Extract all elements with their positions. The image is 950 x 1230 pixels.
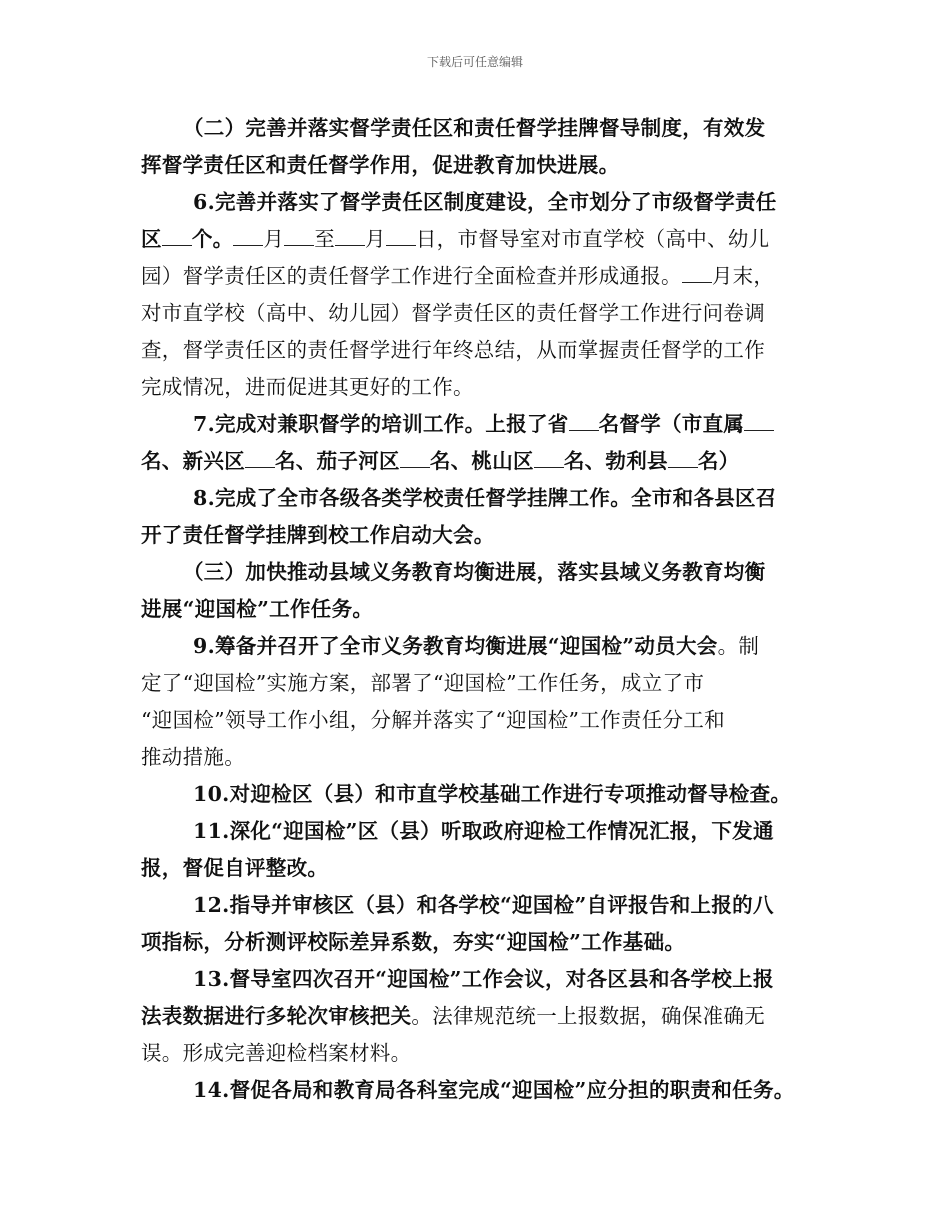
document-body — [141, 110, 813, 1109]
blank-field — [233, 227, 263, 246]
page-header-note: 下载后可任意编辑 — [426, 55, 523, 69]
p7-text: 名、茄子河区 — [275, 449, 400, 473]
section-3-line-1: （三）加快推动县域义务教育均衡进展，落实县域义务教育均衡 — [183, 560, 766, 584]
p8-line-2: 开了责任督学挂牌到校工作启动大会。 — [141, 523, 495, 547]
p10-line-1: 10.对迎检区（县）和市直学校基础工作进行专项推动督导检查。 — [193, 782, 792, 806]
p13-line-3: 误。形成完善迎检档案材料。 — [141, 1041, 412, 1065]
p7-line-2 — [141, 443, 813, 480]
p6-line-5: 查，督学责任区的责任督学进行年终总结，从而掌握责任督学的工作 — [141, 338, 765, 362]
p12-line-1: 12.指导并审核区（县）和各学校“迎国检”自评报告和上报的八 — [193, 893, 774, 917]
p7-text: 7.完成对兼职督学的培训工作。上报了省 — [193, 412, 569, 436]
p6-text: 至 — [314, 227, 336, 251]
blank-field — [284, 227, 314, 246]
p9-text: 。制 — [717, 634, 760, 658]
p6-line-3 — [141, 258, 813, 295]
p7-text: 名督学（市直属 — [598, 412, 745, 436]
p9-line-4: 推动措施。 — [141, 745, 245, 769]
section-3-line-2: 进展“迎国检”工作任务。 — [141, 597, 374, 621]
blank-field — [245, 449, 275, 468]
p7-text: 名） — [697, 449, 740, 473]
p6-text: 园）督学责任区的责任督学工作进行全面检查并形成通报。 — [141, 264, 682, 288]
paragraph-9 — [141, 628, 813, 776]
p6-text: 月 — [365, 227, 386, 251]
p7-text: 名、桃山区 — [429, 449, 534, 473]
p6-text: 月末， — [711, 264, 775, 288]
p6-line-2 — [141, 221, 813, 258]
section-2-line-1: （二）完善并落实督学责任区和责任督学挂牌督导制度，有效发 — [183, 116, 766, 140]
section-3-heading — [141, 554, 813, 628]
p6-text: 月 — [263, 227, 285, 251]
blank-field — [162, 227, 192, 246]
paragraph-11 — [141, 813, 813, 887]
p6-line-1: 6.完善并落实了督学责任区制度建设，全市划分了市级督学责任 — [193, 190, 777, 214]
p6-text: 区 — [141, 227, 162, 251]
p13-text: 法表数据进行多轮次审核把关 — [141, 1004, 412, 1028]
paragraph-12 — [141, 887, 813, 961]
p7-line-1 — [141, 406, 813, 443]
paragraph-10 — [141, 776, 813, 813]
p7-text: 名、勃利县 — [563, 449, 668, 473]
p13-text: 。法律规范统一上报数据，确保准确无 — [411, 1004, 766, 1028]
paragraph-13 — [141, 961, 813, 1072]
blank-field — [400, 449, 430, 468]
p8-line-1: 8.完成了全市各级各类学校责任督学挂牌工作。全市和各县区召 — [193, 486, 777, 510]
p9-line-1 — [141, 628, 813, 665]
paragraph-6 — [141, 184, 813, 406]
p11-line-1: 11.深化“迎国检”区（县）听取政府迎检工作情况汇报，下发通 — [193, 819, 774, 843]
p12-line-2: 项指标，分析测评校际差异系数，夯实“迎国检”工作基础。 — [141, 930, 686, 954]
section-2-line-2: 挥督学责任区和责任督学作用，促进教育加快进展。 — [141, 153, 620, 177]
p6-line-6: 完成情况，进而促进其更好的工作。 — [141, 375, 474, 399]
p9-line-3: “迎国检”领导工作小组，分解并落实了“迎国检”工作责任分工和 — [141, 708, 725, 732]
blank-field — [386, 227, 416, 246]
p13-line-1: 13.督导室四次召开“迎国检”工作会议，对各区县和各学校上报 — [193, 967, 774, 991]
paragraph-14 — [141, 1072, 813, 1109]
p6-line-4: 对市直学校（高中、幼儿园）督学责任区的责任督学工作进行问卷调 — [141, 301, 765, 325]
paragraph-8 — [141, 480, 813, 554]
p7-text: 名、新兴区 — [141, 449, 245, 473]
blank-field — [335, 227, 365, 246]
blank-field — [534, 449, 564, 468]
blank-field — [668, 449, 698, 468]
p13-line-2 — [141, 998, 813, 1035]
blank-field — [744, 412, 774, 431]
paragraph-7 — [141, 406, 813, 480]
section-2-heading — [141, 110, 813, 184]
p6-text: 个。 — [191, 227, 234, 251]
blank-field — [682, 264, 712, 283]
p14-line-1: 14.督促各局和教育局各科室完成“迎国检”应分担的职责和任务。 — [193, 1078, 795, 1102]
p11-line-2: 报，督促自评整改。 — [141, 856, 329, 880]
p9-line-2: 定了“迎国检”实施方案，部署了“迎国检”工作任务，成立了市 — [141, 671, 705, 695]
blank-field — [569, 412, 599, 431]
p6-text: 日，市督导室对市直学校（高中、幼儿 — [415, 227, 770, 251]
p9-text: 9.筹备并召开了全市义务教育均衡进展“迎国检”动员大会 — [193, 634, 718, 658]
